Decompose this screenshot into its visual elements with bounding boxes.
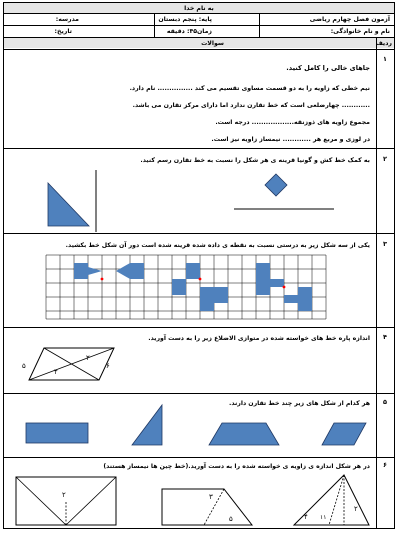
q6-fig2-label-b: ۵ (229, 515, 233, 523)
q3-fig1-block (74, 263, 88, 279)
q3-fig3-block-c (298, 287, 312, 311)
q2-figures (4, 148, 396, 228)
q5-number: ۵ (383, 398, 387, 406)
row-column-label: ردیف (375, 40, 392, 47)
q3-grid-figures (4, 253, 396, 333)
q6-fig3-label-c: ۲ (354, 505, 358, 513)
q3-fig3-block-b (270, 279, 284, 287)
q4-label-d: ۶ (106, 362, 110, 370)
q5-right-triangle (132, 405, 162, 445)
q3-title: یکی از سه شکل زیر به درستی نسبت به نقطه ی داده شده قرینه شده است دور آن شکل خط بکشید. (65, 242, 370, 249)
q1-line-2: ............ چهارضلعی است که خط تقارن ندارد اما دارای مرکز تقارن می باشد. (132, 102, 370, 109)
q1-line-4: در لوزی و مربع هر ............ نیمساز زاویه نیز است. (211, 136, 370, 143)
q6-title: در هر شکل اندازه ی زاویه ی خواسته شده را به دست آورید.(خط چین ها نیمساز هستند) (103, 463, 370, 470)
q5-title: هر کدام از شکل های زیر چند خط تقارن دارند. (229, 400, 370, 407)
q4-number: ۴ (383, 333, 387, 341)
q2-right-triangle (48, 183, 89, 226)
q4-label-b: ۴ (54, 368, 58, 376)
q2-number: ۲ (383, 155, 387, 163)
q6-fig3-label-a: ۴ (304, 513, 308, 521)
q3-fig3-block-a (256, 263, 270, 295)
q3-fig3-block-d (284, 295, 298, 303)
bismillah: به نام خدا (184, 5, 214, 12)
q6-angle-figures (4, 471, 396, 529)
q6-fig2-bisector (204, 489, 224, 525)
q3-fig3-center-dot (283, 286, 286, 289)
q4-title: اندازه پاره خط های خواسته شده در متوازی الاضلاع زیر را به دست آورید. (148, 335, 370, 342)
q4-label-c: ۲ (86, 354, 90, 362)
q6-fig2-label-a: ۳ (209, 493, 213, 501)
q4-label-a: ۵ (22, 362, 26, 370)
q6-number: ۶ (383, 461, 387, 469)
q1-title: جاهای خالی را کامل کنید. (286, 64, 370, 72)
q1-line-3: مجموع زاویه های ذوزنقه.................. درجه است. (215, 119, 370, 126)
q5-rectangle (26, 423, 88, 443)
q3-fig2-block-d (172, 279, 186, 295)
q1-number: ۱ (383, 55, 387, 63)
time-label: زمان۴۵: دقیقه (166, 28, 212, 35)
questions-column-label: سوالات (201, 40, 224, 47)
q6-fig1-line-a (16, 477, 66, 525)
q1-line-1: نیم خطی که زاویه را به دو قسمت مساوی تقسیم می کند ............... نام دارد. (129, 85, 370, 92)
q5-shapes (4, 401, 396, 451)
q3-number: ۳ (383, 240, 387, 248)
q6-fig1-line-b (66, 477, 116, 525)
exam-sheet (3, 2, 395, 529)
date-label: تاریخ: (54, 28, 72, 35)
q6-fig3-label-b: ۱۱ (320, 514, 327, 521)
q3-fig1-block-b (130, 263, 144, 279)
column-header-row (4, 38, 394, 48)
q5-trapezoid (209, 423, 279, 445)
q4-parallelogram-figure (14, 338, 134, 398)
student-name-label: نام و نام خانوادگی: (330, 28, 390, 35)
q3-fig2-block-c (214, 287, 228, 303)
q3-fig2-block-b (200, 287, 214, 311)
q6-fig1-label: ۲ (62, 491, 66, 499)
q2-rhombus (265, 174, 287, 196)
exam-title: آزمون فصل چهارم ریاضی (309, 16, 390, 23)
grade-label: پایه: پنجم دبستان (158, 16, 212, 23)
q2-title: به کمک خط کش و گونیا قرینه ی هر شکل را نسبت به خط تقارن رسم کنید. (140, 157, 370, 164)
q3-fig1-tri-b (116, 263, 130, 279)
q3-fig1-center-dot (101, 278, 104, 281)
q3-fig2-block-a (186, 263, 200, 279)
school-label: مدرسه: (55, 16, 79, 23)
q3-fig2-center-dot (199, 278, 202, 281)
q5-parallelogram (322, 423, 366, 445)
q3-fig1-tri-a (88, 267, 102, 275)
